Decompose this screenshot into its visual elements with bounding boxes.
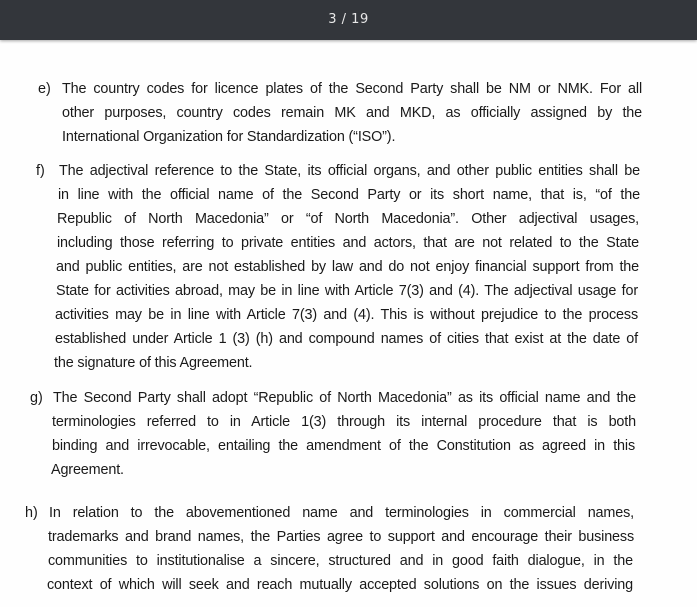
text-line: in line with the official name of the Second Party or its short name, that is, “of the (58, 187, 640, 203)
text-line: The Second Party shall adopt “Republic of North Macedonia” as its official name and the (53, 390, 636, 406)
text-line: communities to institutionalise a sincere, structured and in good faith dialogue, in the (48, 553, 633, 569)
list-marker: g) (30, 390, 43, 406)
text-line: other purposes, country codes remain MK and MKD, as officially assigned by the (62, 105, 642, 121)
text-line: the signature of this Agreement. (54, 355, 253, 371)
text-line: In relation to the abovementioned name and terminologies in commercial names, (49, 505, 634, 521)
text-line: established under Article 1 (3) (h) and compound names of cities that exist at the date of (55, 331, 638, 347)
text-line: terminologies referred to in Article 1(3) through its internal procedure that is both (52, 414, 636, 430)
text-line: trademarks and brand names, the Parties agree to support and encourage their business (48, 529, 634, 545)
document-page[interactable] (0, 40, 697, 607)
text-line: The adjectival reference to the State, its official organs, and other public entities shall be (59, 163, 640, 179)
viewer-top-bar (0, 0, 697, 40)
list-marker: h) (25, 505, 38, 521)
page-indicator: 3 / 19 (328, 11, 369, 27)
text-line: binding and irrevocable, entailing the amendment of the Constitution as agreed in this (52, 438, 635, 454)
list-marker: e) (38, 81, 51, 97)
text-line: International Organization for Standardization (“ISO”). (62, 129, 396, 145)
text-line: and public entities, are not established by law and do not enjoy financial support from the (56, 259, 639, 275)
text-line: State for activities abroad, may be in line with Article 7(3) and (4). The adjectival usage for (56, 283, 638, 299)
text-line: context of which will seek and reach mutually accepted solutions on the issues deriving (47, 577, 633, 593)
text-line: Agreement. (51, 462, 124, 478)
text-line: Republic of North Macedonia” or “of North Macedonia”. Other adjectival usages, (57, 211, 639, 227)
text-line: including those referring to private entities and actors, that are not related to the State (57, 235, 639, 251)
list-marker: f) (36, 163, 45, 179)
text-line: activities may be in line with Article 7(3) and (4). This is without prejudice to the process (55, 307, 638, 323)
text-line: The country codes for licence plates of the Second Party shall be NM or NMK. For all (62, 81, 642, 97)
